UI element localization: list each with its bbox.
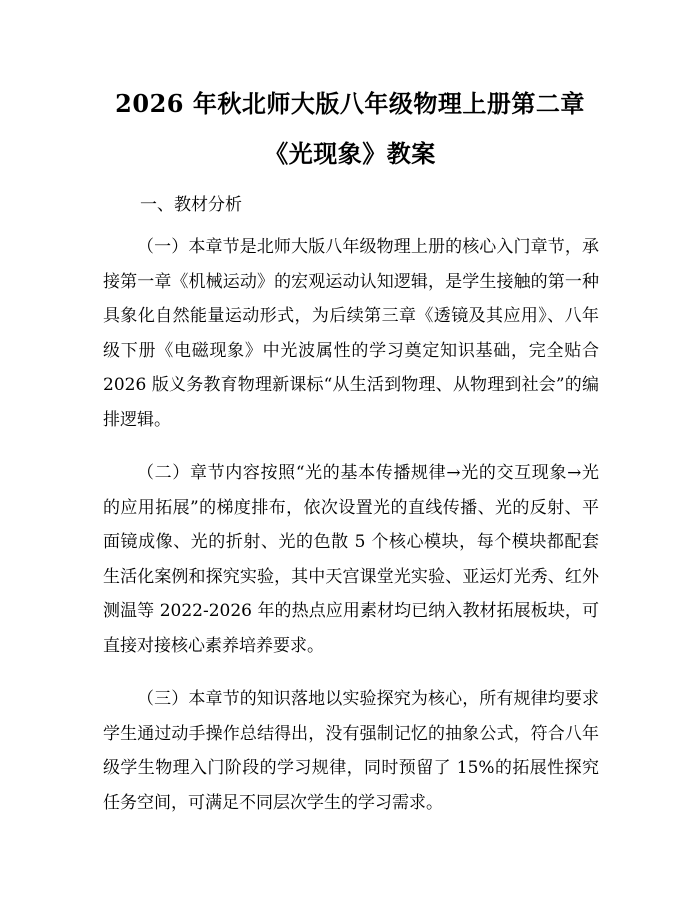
section-heading: 一、教材分析 [140, 195, 242, 215]
document-title-line-2: 《光现象》教案 [264, 139, 436, 168]
paragraph-1: （一）本章节是北师大版八年级物理上册的核心入门章节，承接第一章《机械运动》的宏观运动认知逻辑，是学生接触的第一种具象化自然能量运动形式，为后续第三章《透镜及其应用》、八年级下册《电磁现象》中光波属性的学习奠定知识基础，完全贴合 2026 版义务教育物理新课标“从生活到物理、从物理到社会”的编排逻辑。 [103, 237, 599, 430]
paragraph-2: （二）章节内容按照“光的基本传播规律→光的交互现象→光的应用拓展”的梯度排布，依次设置光的直线传播、光的反射、平面镜成像、光的折射、光的色散 5 个核心模块，每个模块都配套生活化案例和探究实验，其中天宫课堂光实验、亚运灯光秀、红外测温等 2022-2026 年的热点应用素材均已纳入教材拓展板块，可直接对接核心素养培养要求。 [103, 463, 599, 656]
document-title-line-1: 2026 年秋北师大版八年级物理上册第二章 [115, 89, 585, 118]
paragraph-3: （三）本章节的知识落地以实验探究为核心，所有规律均要求学生通过动手操作总结得出，没有强制记忆的抽象公式，符合八年级学生物理入门阶段的学习规律，同时预留了 15%的拓展性探究任务空间，可满足不同层次学生的学习需求。 [103, 689, 599, 813]
